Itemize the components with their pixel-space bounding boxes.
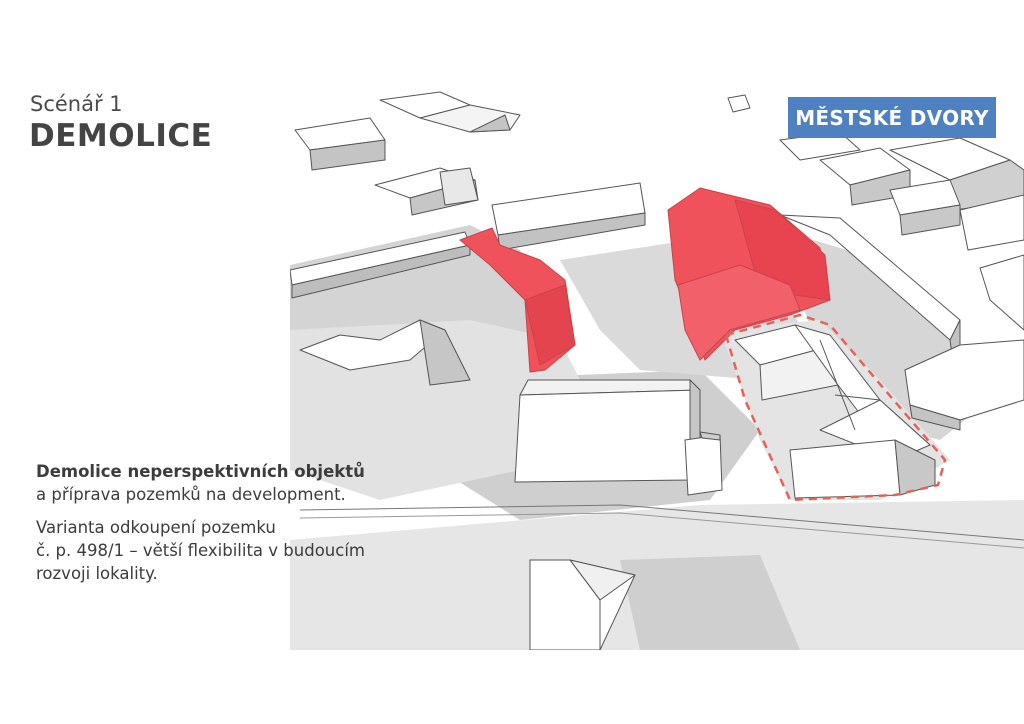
description-line: č. p. 498/1 – větší flexibilita v budoucím (36, 541, 365, 560)
project-badge: MĚSTSKÉ DVORY (788, 97, 996, 138)
description-line: rozvoji lokality. (36, 564, 158, 583)
description-line: Varianta odkoupení pozemku (36, 518, 276, 537)
description-headline: Demolice neperspektivních objektů (36, 462, 365, 481)
description-line: a příprava pozemků na development. (36, 485, 346, 504)
description-paragraph-1 (36, 460, 436, 506)
description-block (36, 460, 436, 585)
scenario-label: Scénář 1 (30, 92, 123, 116)
page-title: DEMOLICE (29, 118, 213, 154)
description-paragraph-2 (36, 516, 436, 585)
